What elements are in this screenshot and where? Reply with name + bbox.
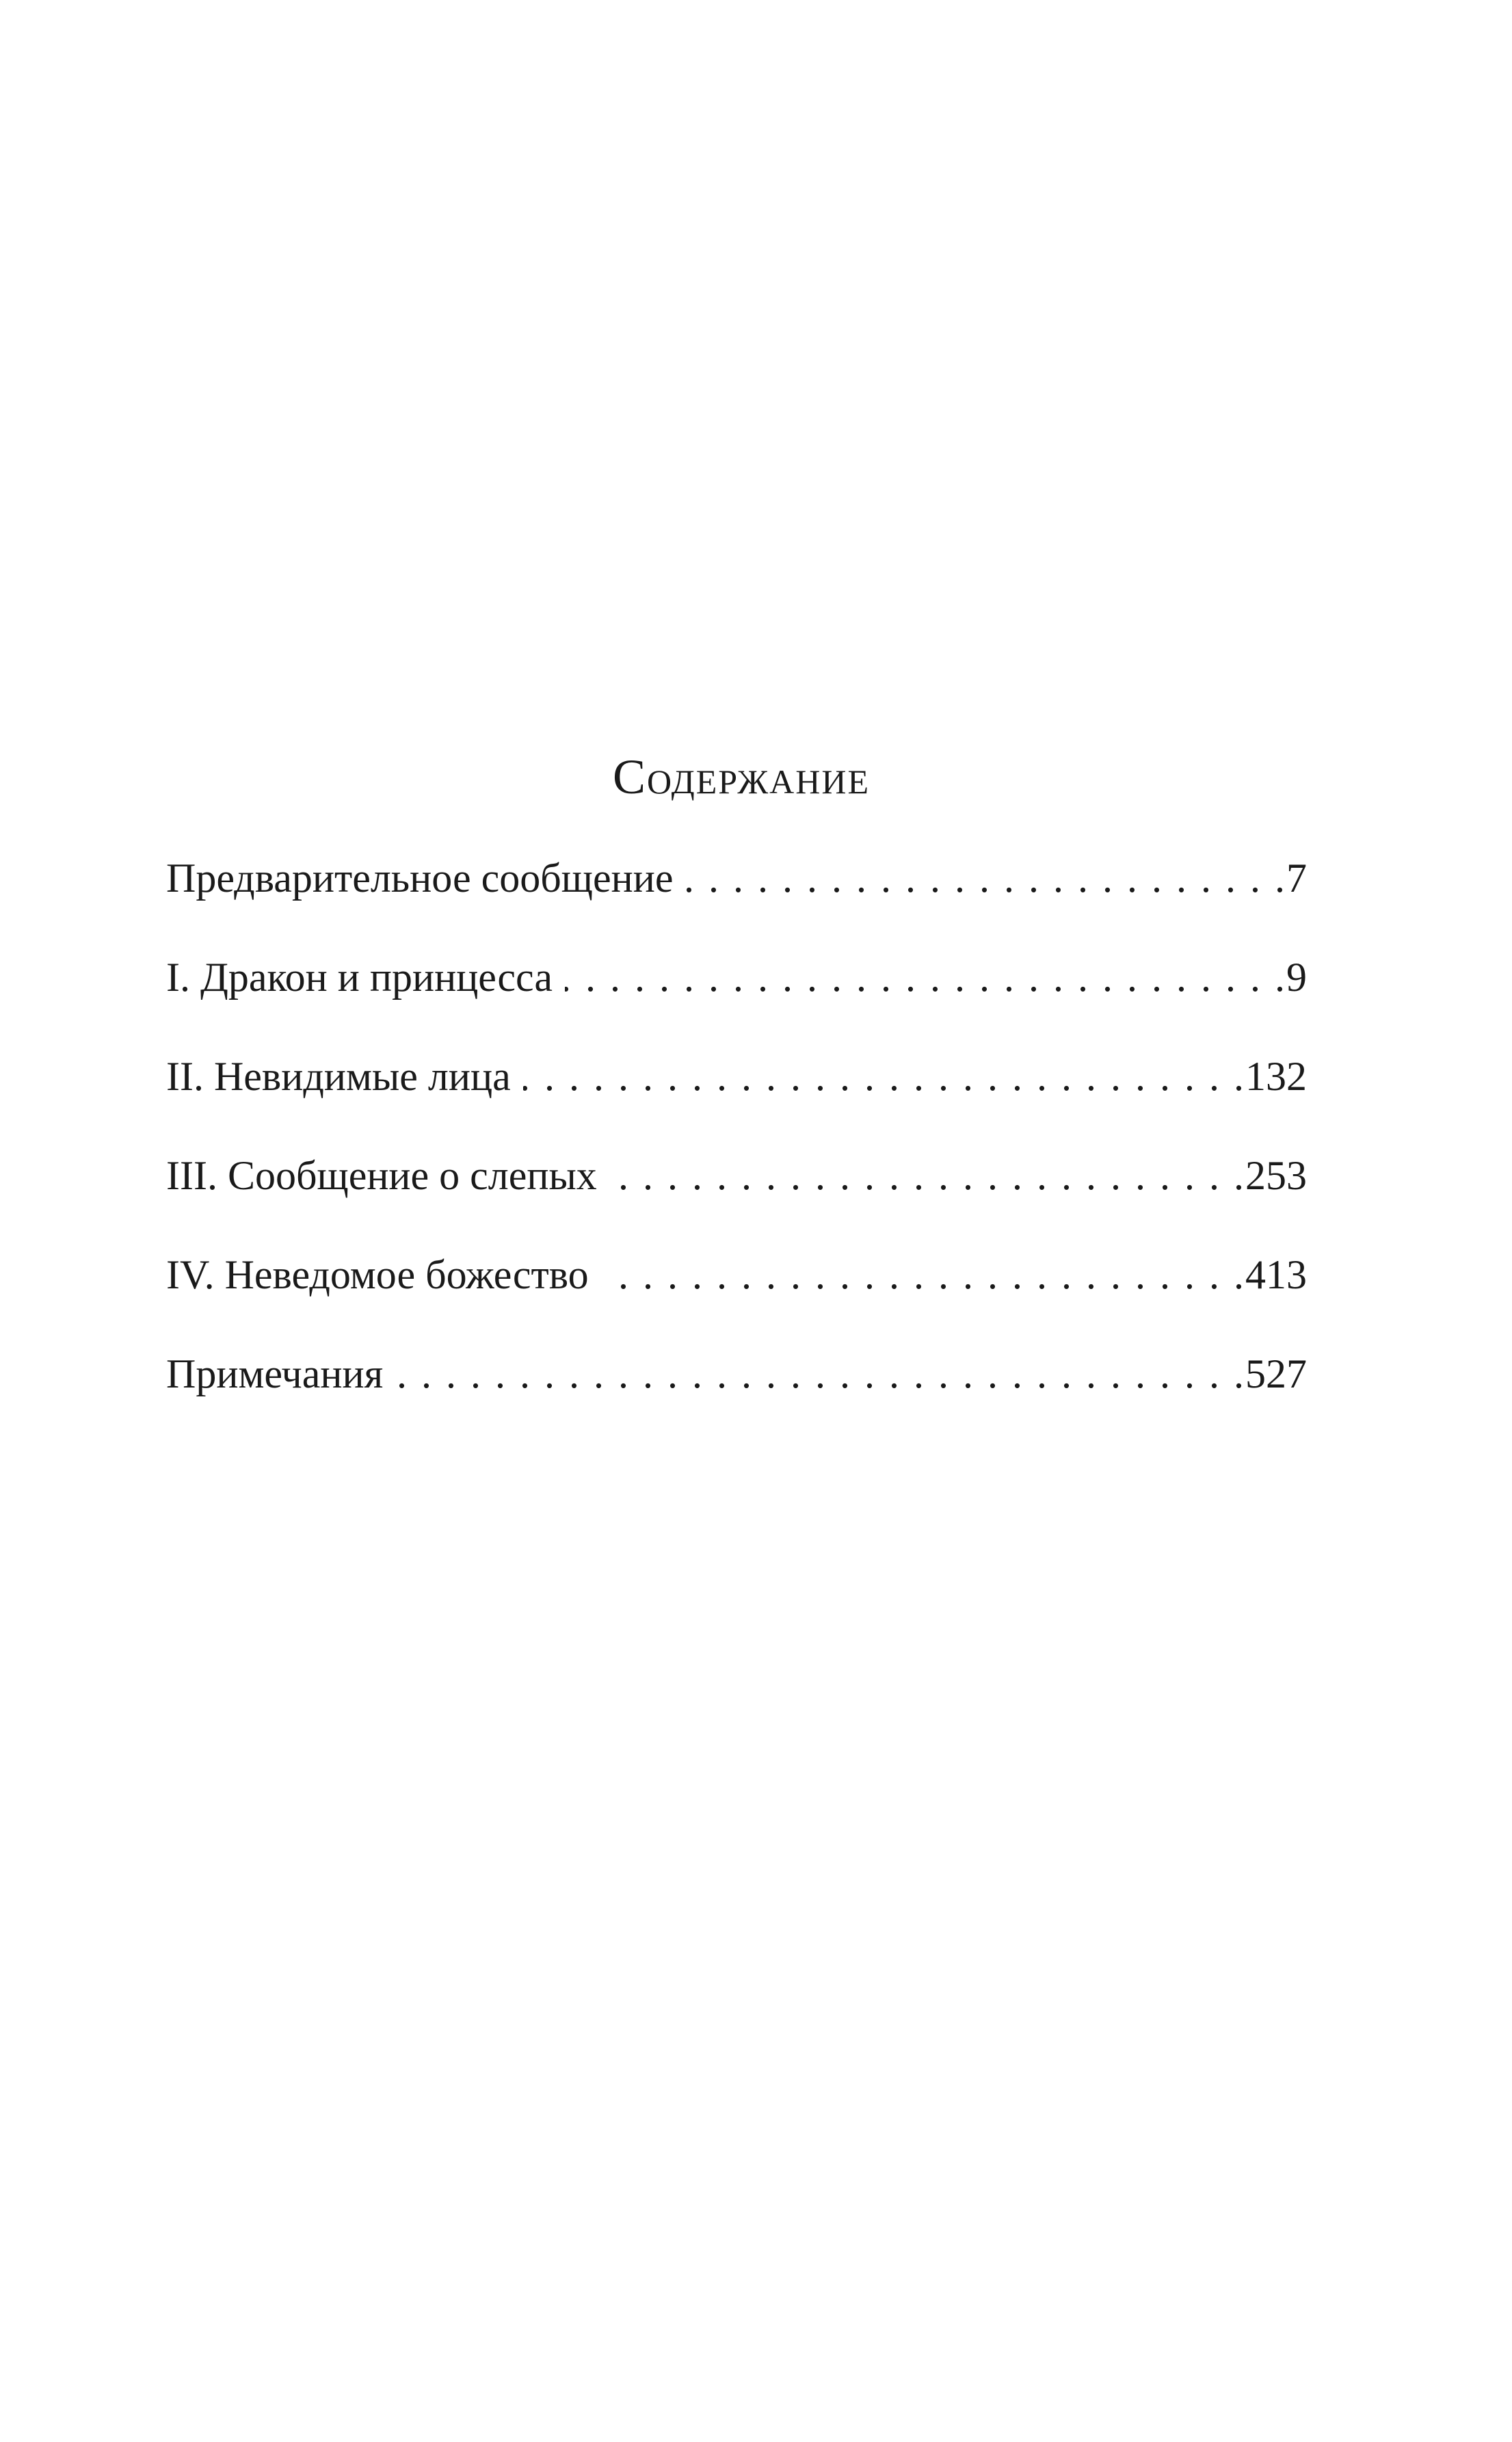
dot-leader xyxy=(685,858,1285,899)
toc-entry-chapter-2[interactable] xyxy=(166,1056,1307,1155)
toc-page-number: 7 xyxy=(1286,858,1307,901)
toc-page-number: 527 xyxy=(1245,1353,1307,1396)
toc-entry-preliminary[interactable] xyxy=(166,858,1307,957)
toc-entry-notes[interactable] xyxy=(166,1353,1307,1452)
toc-entry-label: Примечания xyxy=(166,1353,384,1396)
dot-leader xyxy=(395,1353,1244,1394)
toc-entry-label: I. Дракон и принцесса xyxy=(166,957,553,1000)
toc-entry-label: IV. Неведомое божество xyxy=(166,1254,589,1297)
toc-page-number: 253 xyxy=(1245,1155,1307,1198)
dot-leader xyxy=(601,1254,1244,1295)
toc-entry-label: Предварительное сообщение xyxy=(166,858,674,901)
toc-entry-chapter-4[interactable] xyxy=(166,1254,1307,1353)
toc-list xyxy=(166,858,1307,1452)
toc-entry-label: III. Сообщение о слепых xyxy=(166,1155,597,1198)
dot-leader xyxy=(609,1155,1244,1196)
toc-entry-label: II. Невидимые лица xyxy=(166,1056,511,1099)
page-title: Содержание xyxy=(612,749,870,804)
dot-leader xyxy=(523,1056,1244,1097)
dot-leader xyxy=(565,957,1285,998)
toc-page-number: 9 xyxy=(1286,957,1307,1000)
toc-page-number: 132 xyxy=(1245,1056,1307,1099)
toc-entry-chapter-1[interactable] xyxy=(166,957,1307,1056)
table-of-contents xyxy=(166,749,1307,1452)
toc-entry-chapter-3[interactable] xyxy=(166,1155,1307,1254)
toc-page-number: 413 xyxy=(1245,1254,1307,1297)
